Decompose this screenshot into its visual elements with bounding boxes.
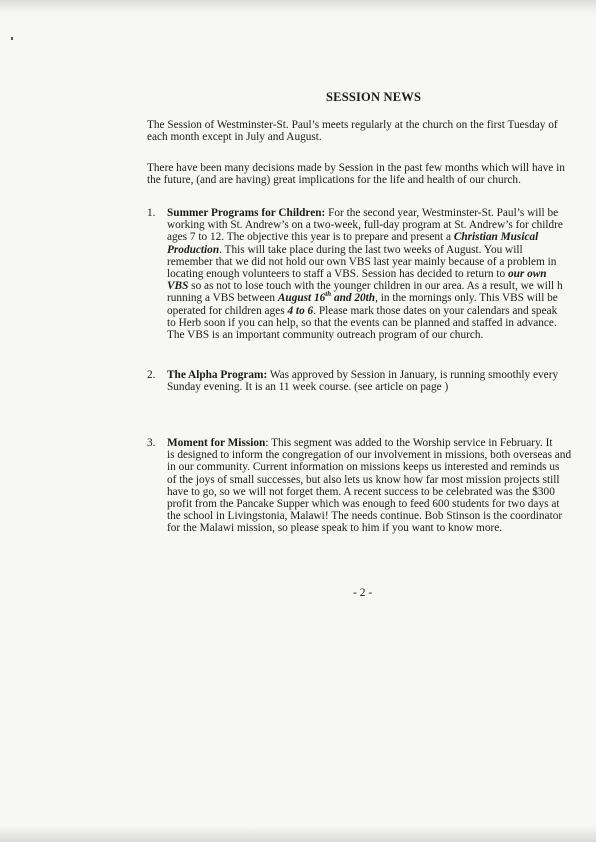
text-line bbox=[167, 437, 596, 449]
list-item-body bbox=[167, 207, 596, 341]
text-run: For the second year, Westminster-St. Paul’s will be bbox=[325, 207, 559, 219]
text-line: have to go, so we will not forget them. A recent success to be celebrated was the $300 bbox=[167, 485, 555, 498]
text-line bbox=[167, 268, 596, 280]
text-line: to Herb soon if you can help, so that the events can be planned and staffed in advance. bbox=[167, 316, 557, 329]
item-heading: Summer Programs for Children: bbox=[167, 207, 326, 219]
emphasis-text: our own bbox=[507, 268, 547, 281]
list-item-number: 1. bbox=[147, 207, 156, 219]
emphasis-text: August 16 bbox=[277, 292, 326, 305]
item-heading: Moment for Mission bbox=[167, 437, 266, 449]
text-line: in our community. Current information on missions keeps us interested and reminds us bbox=[167, 461, 560, 474]
emphasis-text: Production bbox=[167, 243, 220, 256]
text-line: The Session of Westminster-St. Paul’s meets regularly at the church on the first Tuesday of bbox=[147, 119, 558, 131]
text-line: each month except in July and August. bbox=[147, 131, 322, 144]
intro-paragraph-meetings bbox=[147, 119, 596, 143]
text-line: Sunday evening. It is an 11 week course. (see article on page ) bbox=[167, 381, 449, 394]
text-line: the future, (and are having) great implications for the life and health of our church. bbox=[147, 174, 521, 187]
page-title: SESSION NEWS bbox=[326, 90, 422, 104]
text-run: . Please mark those dates on your calendars and speak bbox=[313, 304, 558, 317]
text-line bbox=[167, 369, 596, 381]
text-run: Was approved by Session in January, is running smoothly every bbox=[267, 369, 559, 381]
text-line bbox=[167, 207, 596, 219]
emphasis-text: VBS bbox=[167, 280, 189, 293]
text-line bbox=[167, 231, 596, 243]
text-line bbox=[167, 244, 596, 256]
item-heading: The Alpha Program: bbox=[167, 369, 268, 381]
page-number: - 2 - bbox=[353, 587, 373, 599]
text-line bbox=[167, 305, 596, 317]
emphasis-text: and 20th bbox=[331, 292, 376, 305]
list-item-body bbox=[167, 437, 596, 535]
list-item-number: 2. bbox=[147, 369, 156, 381]
text-line: is designed to inform the congregation of our involvement in missions, both overseas and bbox=[167, 449, 572, 462]
text-line: working with St. Andrew’s on a two-week, full-day program at St. Andrew’s for childre bbox=[167, 219, 563, 232]
text-run: locating enough volunteers to staff a VBS. Session has decided to return to bbox=[167, 268, 508, 281]
text-run: running a VBS between bbox=[167, 292, 278, 305]
text-line: remember that we did not hold our own VBS last year mainly because of a problem in bbox=[167, 255, 557, 268]
text-run: , in the mornings only. This VBS will be bbox=[375, 292, 558, 305]
intro-paragraph-decisions bbox=[147, 162, 596, 186]
emphasis-text: Christian Musical bbox=[453, 231, 539, 244]
text-run: . This will take place during the last two weeks of August. You will bbox=[219, 243, 523, 256]
text-line bbox=[167, 280, 596, 292]
list-item-body bbox=[167, 369, 596, 393]
text-run: ages 7 to 12. The objective this year is to prepare and present a bbox=[167, 231, 454, 244]
text-line: for the Malawi mission, so please speak to him if you want to know more. bbox=[167, 522, 503, 535]
superscript: th bbox=[325, 290, 332, 299]
text-run: so as not to lose touch with the younger children in our area. As a result, we will h bbox=[188, 280, 563, 293]
text-line: profit from the Pancake Supper which was enough to feed 600 students for two days at bbox=[167, 498, 560, 511]
text-run: operated for children ages bbox=[167, 304, 288, 317]
emphasis-text: 4 to 6 bbox=[287, 304, 314, 317]
text-run: : This segment was added to the Worship service in February. It bbox=[265, 437, 553, 449]
text-line: There have been many decisions made by Session in the past few months which will have in bbox=[147, 162, 565, 174]
text-line bbox=[167, 292, 596, 304]
text-line: the school in Livingstonia, Malawi! The needs continue. Bob Stinson is the coordinator bbox=[167, 510, 563, 523]
text-line: of the joys of small successes, but also lets us know how far most mission projects still bbox=[167, 473, 560, 486]
text-line: The VBS is an important community outreach program of our church. bbox=[167, 329, 484, 342]
list-item-number: 3. bbox=[147, 437, 156, 449]
